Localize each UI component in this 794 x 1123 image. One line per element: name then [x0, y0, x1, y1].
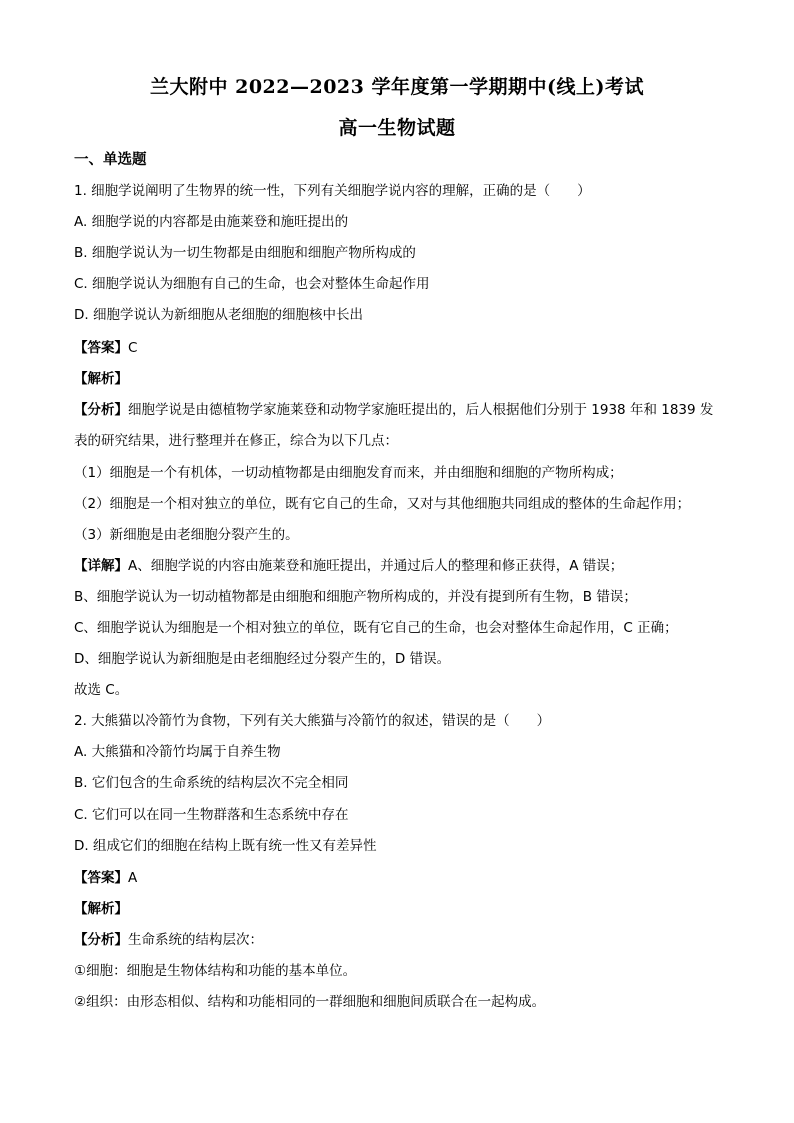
question-2-option-b: B. 它们包含的生命系统的结构层次不完全相同	[74, 775, 349, 791]
question-1-detail-line	[74, 650, 450, 668]
section-heading: 一、单选题	[74, 152, 147, 168]
question-1-option-d: D. 细胞学说认为新细胞从老细胞的细胞核中长出	[74, 307, 363, 323]
question-1-detail-line	[74, 588, 637, 606]
question-2-analysis-line	[74, 993, 545, 1011]
exam-title: 兰大附中 2022—2023 学年度第一学期期中(线上)考试	[150, 76, 644, 98]
question-2-answer	[74, 869, 137, 887]
question-2-stem: 2. 大熊猫以冷箭竹为食物，下列有关大熊猫与冷箭竹的叙述，错误的是（ ）	[74, 713, 551, 729]
analysis-tag: 【解析】	[74, 901, 128, 917]
question-1-answer	[74, 339, 137, 357]
question-2-option-a: A. 大熊猫和冷箭竹均属于自养生物	[74, 744, 281, 760]
analysis-text: B、细胞学说认为一切动植物都是由细胞和细胞产物所构成的，并没有提到所有生物，B 错误；	[74, 589, 637, 605]
analysis-text: 故选 C。	[74, 682, 129, 698]
question-1-stem: 1. 细胞学说阐明了生物界的统一性，下列有关细胞学说内容的理解，正确的是（ ）	[74, 183, 591, 199]
question-1-option-a: A. 细胞学说的内容都是由施莱登和施旺提出的	[74, 214, 349, 230]
question-1-analysis-line	[74, 526, 299, 544]
analysis-text: （2）细胞是一个相对独立的单位，既有它自己的生命，又对与其他细胞共同组成的整体的生命起作用；	[74, 496, 691, 512]
answer-tag: 【答案】	[74, 340, 128, 356]
analysis-text: 细胞学说是由德植物学家施莱登和动物学家施旺提出的，后人根据他们分别于 1938 年和 1839 发	[128, 402, 714, 418]
analysis-text: （3）新细胞是由老细胞分裂产生的。	[74, 527, 299, 543]
answer-tag: 【答案】	[74, 870, 128, 886]
analysis-text: ②组织：由形态相似、结构和功能相同的一群细胞和细胞间质联合在一起构成。	[74, 994, 546, 1010]
analysis-tag: 【解析】	[74, 371, 128, 387]
detail-tag: 【详解】	[74, 558, 128, 574]
analysis-subtag: 【分析】	[74, 402, 128, 418]
question-2-analysis-line	[74, 931, 263, 949]
question-1-analysis-heading	[74, 370, 128, 388]
analysis-text: A、细胞学说的内容由施莱登和施旺提出，并通过后人的整理和修正获得，A 错误；	[128, 558, 624, 574]
question-2-option-d: D. 组成它们的细胞在结构上既有统一性又有差异性	[74, 838, 377, 854]
question-1-detail-line	[74, 619, 678, 637]
question-1-analysis-line	[74, 401, 713, 419]
exam-subtitle: 高一生物试题	[338, 117, 456, 139]
analysis-text: 表的研究结果，进行整理并在修正，综合为以下几点：	[74, 433, 398, 449]
question-1-analysis-line	[74, 432, 398, 450]
analysis-text: 生命系统的结构层次：	[128, 932, 263, 948]
analysis-text: C、细胞学说认为细胞是一个相对独立的单位，既有它自己的生命，也会对整体生命起作用，C 正确；	[74, 620, 678, 636]
question-1-detail-line	[74, 557, 623, 575]
question-1-analysis-line	[74, 464, 623, 482]
question-1-analysis-line	[74, 495, 690, 513]
analysis-text: （1）细胞是一个有机体，一切动植物都是由细胞发育而来，并由细胞和细胞的产物所构成；	[74, 465, 623, 481]
answer-value: C	[128, 340, 138, 356]
question-1-option-b: B. 细胞学说认为一切生物都是由细胞和细胞产物所构成的	[74, 245, 416, 261]
question-1-conclusion	[74, 681, 128, 699]
analysis-subtag: 【分析】	[74, 932, 128, 948]
analysis-text: ①细胞：细胞是生物体结构和功能的基本单位。	[74, 963, 357, 979]
analysis-text: D、细胞学说认为新细胞是由老细胞经过分裂产生的，D 错误。	[74, 651, 451, 667]
question-2-analysis-heading	[74, 900, 128, 918]
answer-value: A	[128, 870, 138, 886]
question-1-option-c: C. 细胞学说认为细胞有自己的生命，也会对整体生命起作用	[74, 276, 430, 292]
question-2-analysis-line	[74, 962, 356, 980]
question-2-option-c: C. 它们可以在同一生物群落和生态系统中存在	[74, 807, 349, 823]
